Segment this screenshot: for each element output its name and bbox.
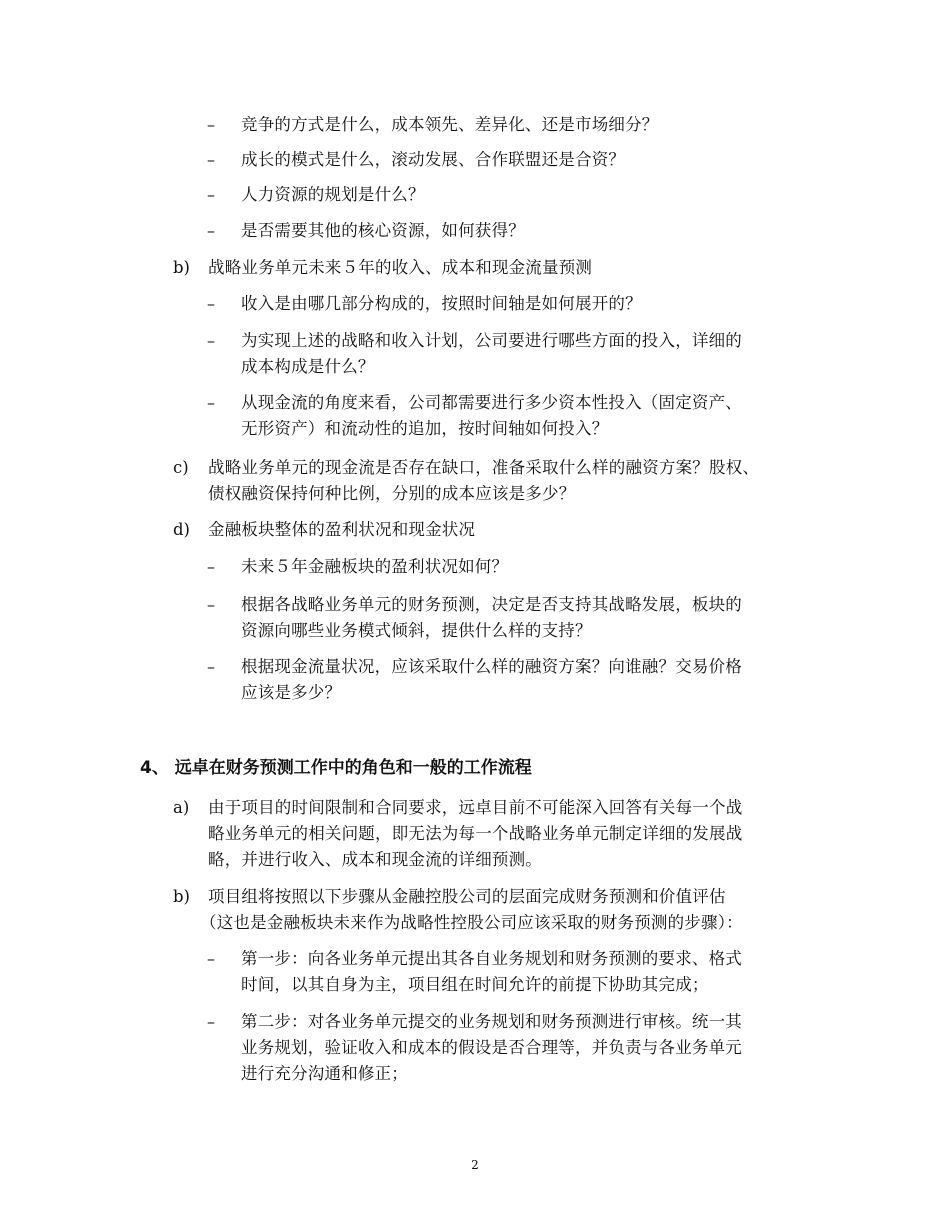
- bullet-text: 收入是由哪几部分构成的，按照时间轴是如何展开的？: [241, 294, 642, 313]
- section-heading: 4、 远卓在财务预测工作中的角色和一般的工作流程: [140, 758, 532, 778]
- page-number: 2: [471, 1158, 479, 1172]
- bullet-text: 时间，以其自身为主，项目组在时间允许的前提下协助其完成；: [241, 975, 709, 994]
- bullet-dash: –: [207, 221, 215, 240]
- bullet-text: 应该是多少？: [241, 683, 342, 702]
- bullet-text: 是否需要其他的核心资源，如何获得？: [241, 221, 525, 240]
- list-item-text: 战略业务单元未来５年的收入、成本和现金流量预测: [208, 258, 593, 277]
- list-item-text: 金融板块整体的盈利状况和现金状况: [208, 520, 476, 539]
- bullet-dash: –: [207, 949, 215, 968]
- bullet-text: 根据各战略业务单元的财务预测，决定是否支持其战略发展，板块的: [241, 595, 742, 614]
- list-label: c): [173, 458, 189, 477]
- bullet-text: 成本构成是什么？: [241, 357, 375, 376]
- bullet-dash: –: [207, 657, 215, 676]
- bullet-dash: –: [207, 331, 215, 350]
- list-item-text: 由于项目的时间限制和合同要求，远卓目前不可能深入回答有关每一个战: [208, 798, 743, 817]
- list-label: b): [173, 258, 190, 277]
- bullet-dash: –: [207, 557, 215, 576]
- list-label: b): [173, 887, 190, 906]
- bullet-text: 无形资产）和流动性的追加，按时间轴如何投入？: [241, 419, 609, 438]
- bullet-text: 人力资源的规划是什么？: [241, 185, 425, 204]
- bullet-text: 根据现金流量状况，应该采取什么样的融资方案？向谁融？交易价格: [241, 657, 742, 676]
- list-item-text: 战略业务单元的现金流是否存在缺口，准备采取什么样的融资方案？股权、: [208, 458, 760, 477]
- bullet-text: 第一步：向各业务单元提出其各自业务规划和财务预测的要求、格式: [241, 949, 742, 968]
- list-item-text: 项目组将按照以下步骤从金融控股公司的层面完成财务预测和价值评估: [208, 887, 726, 906]
- bullet-dash: –: [207, 1012, 215, 1031]
- list-item-text: 债权融资保持何种比例，分别的成本应该是多少？: [208, 484, 576, 503]
- bullet-dash: –: [207, 294, 215, 313]
- bullet-text: 成长的模式是什么，滚动发展、合作联盟还是合资？: [241, 150, 626, 169]
- list-item-text: 略，并进行收入、成本和现金流的详细预测。: [208, 850, 542, 869]
- list-label: d): [173, 520, 190, 539]
- bullet-text: 业务规划，验证收入和成本的假设是否合理等，并负责与各业务单元: [241, 1038, 742, 1057]
- bullet-dash: –: [207, 150, 215, 169]
- bullet-dash: –: [207, 595, 215, 614]
- bullet-text: 为实现上述的战略和收入计划，公司要进行哪些方面的投入，详细的: [241, 331, 742, 350]
- list-label: a): [173, 798, 190, 817]
- list-item-text: 略业务单元的相关问题，即无法为每一个战略业务单元制定详细的发展战: [208, 824, 743, 843]
- bullet-text: 资源向哪些业务模式倾斜，提供什么样的支持？: [241, 621, 592, 640]
- bullet-text: 第二步：对各业务单元提交的业务规划和财务预测进行审核。统一其: [241, 1012, 742, 1031]
- bullet-text: 未来５年金融板块的盈利状况如何？: [241, 557, 509, 576]
- bullet-text: 从现金流的角度来看，公司都需要进行多少资本性投入（固定资产、: [241, 393, 742, 412]
- bullet-dash: –: [207, 393, 215, 412]
- bullet-text: 进行充分沟通和修正；: [241, 1064, 408, 1083]
- list-item-text: （这也是金融板块未来作为战略性控股公司应该采取的财务预测的步骤）：: [200, 913, 743, 932]
- bullet-dash: –: [207, 185, 215, 204]
- bullet-text: 竞争的方式是什么，成本领先、差异化、还是市场细分？: [241, 115, 659, 134]
- bullet-dash: –: [207, 115, 215, 134]
